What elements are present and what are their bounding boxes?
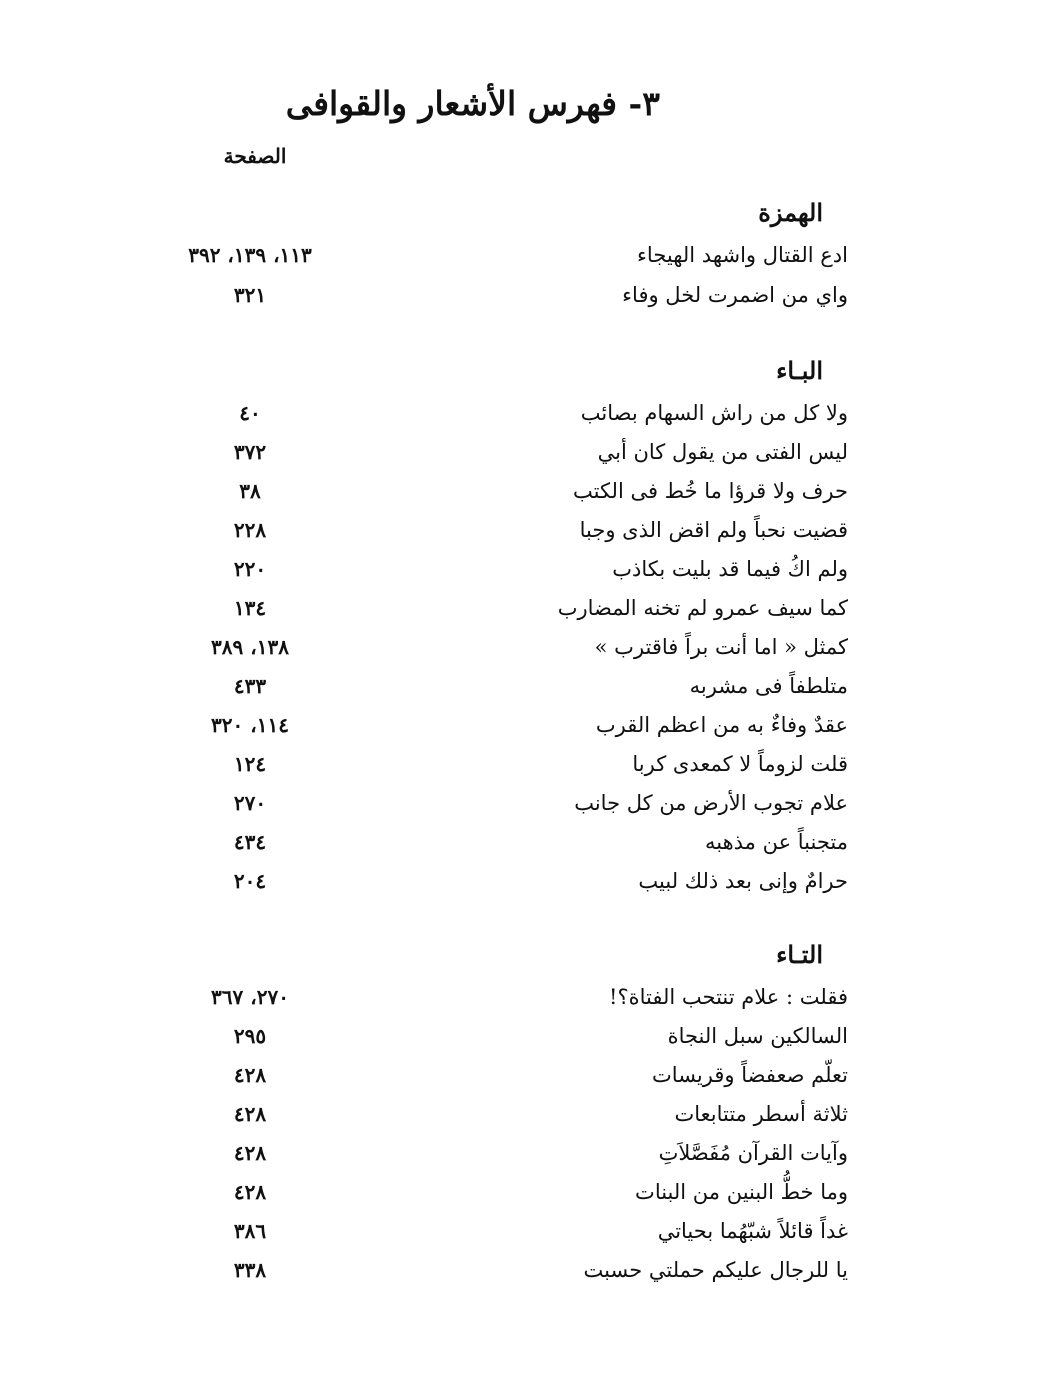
- verse-text: السالكين سبل النجاة: [667, 1024, 848, 1048]
- verse-text: ليس الفتى من يقول كان أبي: [597, 440, 848, 464]
- verse-text: قضيت نحباً ولم اقض الذى وجبا: [579, 518, 848, 542]
- table-row: [0, 511, 1038, 549]
- verse-text: متلطفاً فى مشربه: [689, 674, 848, 698]
- verse-text: وما خطُّ البنين من البنات: [635, 1180, 848, 1204]
- page-numbers: ٣٣٨: [233, 1258, 267, 1282]
- verse-text: غداً قائلاً شبّهُما بحياتي: [657, 1219, 848, 1243]
- section-title: التـاء: [776, 940, 823, 969]
- table-row: [0, 1017, 1038, 1055]
- page-numbers: ٤٢٨: [233, 1141, 267, 1165]
- table-row: [0, 706, 1038, 744]
- table-row: [0, 1095, 1038, 1133]
- verse-text: حرامٌ وإنى بعد ذلك لبيب: [638, 869, 848, 893]
- verse-text: كما سيف عمرو لم تخنه المضارب: [557, 596, 848, 620]
- page-numbers: ٢٧٠: [233, 791, 267, 815]
- table-row: [0, 628, 1038, 666]
- verse-text: يا للرجال عليكم حملتي حسبت: [583, 1258, 848, 1282]
- verse-text: قلت لزوماً لا كمعدى كربا: [632, 752, 848, 776]
- verse-text: حرف ولا قرؤا ما خُط فى الكتب: [573, 479, 848, 503]
- page-numbers: ١٣٤: [233, 596, 267, 620]
- page-numbers: ٤٢٨: [233, 1063, 267, 1087]
- table-row: [0, 236, 1038, 274]
- page-numbers: ٢٢٨: [233, 518, 267, 542]
- page-numbers: ٤٠: [239, 401, 261, 425]
- page-numbers: ١١٤، ٣٢٠: [211, 713, 289, 737]
- page-numbers: ١١٣، ١٣٩، ٣٩٢: [188, 243, 312, 267]
- page-numbers: ١٢٤: [233, 752, 267, 776]
- page-numbers: ٤٢٨: [233, 1102, 267, 1126]
- page-numbers: ٣٨: [239, 479, 261, 503]
- verse-text: عقدٌ وفاءٌ به من اعظم القرب: [595, 713, 848, 737]
- table-row: [0, 823, 1038, 861]
- verse-text: ولم اكُ فيما قد بليت بكاذب: [612, 557, 848, 581]
- page-title: ٣- فهرس الأشعار والقوافى: [285, 84, 660, 123]
- table-row: [0, 433, 1038, 471]
- verse-text: واي من اضمرت لخل وفاء: [622, 283, 848, 307]
- table-row: [0, 472, 1038, 510]
- verse-text: تعلّم صعفضاً وقريسات: [652, 1063, 848, 1087]
- page-numbers: ٣٢١: [233, 283, 267, 307]
- page-numbers: ٤٣٣: [233, 674, 267, 698]
- verse-text: متجنباً عن مذهبه: [704, 830, 848, 854]
- table-row: [0, 1134, 1038, 1172]
- table-row: [0, 745, 1038, 783]
- table-row: [0, 589, 1038, 627]
- table-row: [0, 784, 1038, 822]
- page-numbers: ٣٧٢: [233, 440, 267, 464]
- verse-text: كمثل « اما أنت براً فاقترب »: [594, 635, 848, 659]
- table-row: [0, 394, 1038, 432]
- verse-text: ولا كل من راش السهام بصائب: [580, 401, 848, 425]
- verse-text: ادع القتال واشهد الهيجاء: [637, 243, 848, 267]
- table-row: [0, 276, 1038, 314]
- page-numbers: ٢٩٥: [233, 1024, 267, 1048]
- table-row: [0, 978, 1038, 1016]
- page-numbers: ٤٣٤: [233, 830, 267, 854]
- page-numbers: ٢٠٤: [233, 869, 267, 893]
- page-numbers: ٣٨٦: [233, 1219, 267, 1243]
- verse-text: ثلاثة أسطر متتابعات: [674, 1102, 848, 1126]
- page-column-label: الصفحة: [223, 144, 287, 168]
- page-numbers: ٢٧٠، ٣٦٧: [211, 985, 289, 1009]
- page-numbers: ١٣٨، ٣٨٩: [211, 635, 289, 659]
- table-row: [0, 1173, 1038, 1211]
- table-row: [0, 1251, 1038, 1289]
- table-row: [0, 1056, 1038, 1094]
- table-row: [0, 550, 1038, 588]
- page-numbers: ٤٢٨: [233, 1180, 267, 1204]
- table-row: [0, 667, 1038, 705]
- verse-text: فقلت : علام تنتحب الفتاة؟!: [609, 985, 848, 1009]
- page-numbers: ٢٢٠: [233, 557, 267, 581]
- verse-text: وآيات القرآن مُفَصَّلاَتِ: [658, 1141, 848, 1165]
- table-row: [0, 1212, 1038, 1250]
- table-row: [0, 862, 1038, 900]
- section-title: الهمزة: [758, 198, 823, 227]
- verse-text: علام تجوب الأرض من كل جانب: [574, 791, 848, 815]
- section-title: البـاء: [776, 356, 823, 385]
